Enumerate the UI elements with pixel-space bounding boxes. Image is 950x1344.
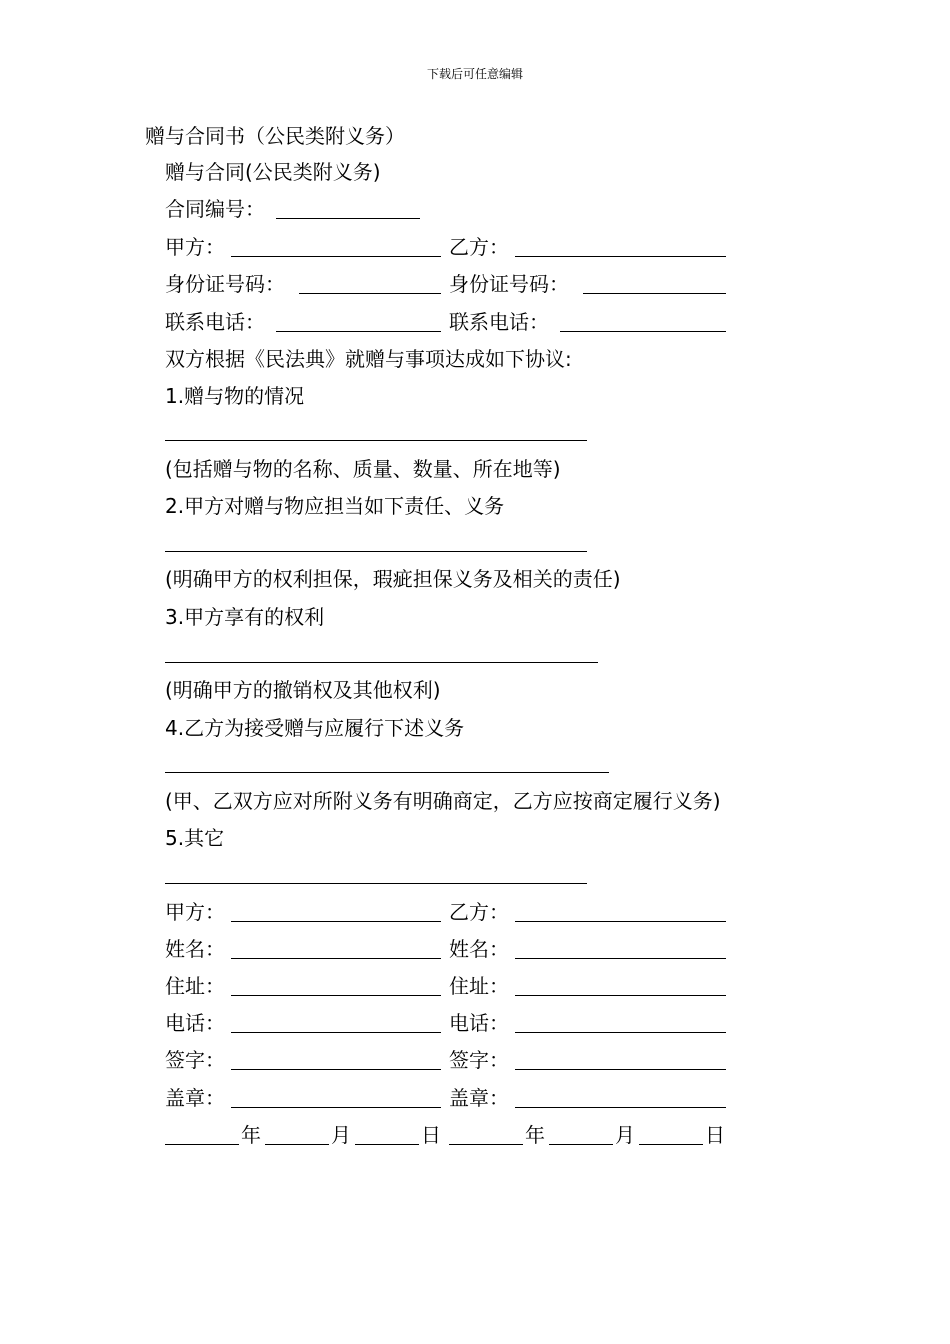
section-2-blank-line[interactable] [165, 551, 587, 552]
section-1-blank-line[interactable] [165, 440, 587, 441]
contract-number-row [165, 196, 745, 222]
section-3-blank-line[interactable] [165, 662, 598, 663]
party-a-year-blank[interactable] [165, 1144, 239, 1145]
sig-b-sign-label: 签字： [449, 1048, 509, 1072]
section-4-heading: 4.乙方为接受赠与应履行下述义务 [165, 716, 465, 740]
sig-a-tel-blank[interactable] [231, 1032, 441, 1033]
party-a-year-unit: 年 [241, 1123, 261, 1147]
id-number-row [165, 271, 745, 297]
sig-b-sign-blank[interactable] [515, 1069, 726, 1070]
party-b-year-unit: 年 [525, 1123, 545, 1147]
sig-party-b-blank[interactable] [515, 921, 726, 922]
section-3-note: (明确甲方的撤销权及其他权利) [165, 678, 441, 702]
sig-b-tel-blank[interactable] [515, 1032, 726, 1033]
contract-subtitle: 赠与合同(公民类附义务) [165, 160, 381, 184]
section-2-heading: 2.甲方对赠与物应担当如下责任、义务 [165, 494, 505, 518]
party-b-phone-blank[interactable] [560, 331, 726, 332]
party-a-phone-label: 联系电话： [165, 310, 265, 334]
party-a-month-blank[interactable] [265, 1144, 329, 1145]
sig-b-seal-blank[interactable] [515, 1107, 726, 1108]
sig-a-tel-label: 电话： [165, 1011, 225, 1035]
sig-b-address-label: 住址： [449, 974, 509, 998]
party-a-month-unit: 月 [331, 1123, 351, 1147]
document-title: 赠与合同书（公民类附义务） [145, 124, 405, 148]
sig-b-address-blank[interactable] [515, 995, 726, 996]
signature-address-row [165, 973, 745, 999]
party-a-phone-blank[interactable] [276, 331, 441, 332]
party-b-month-unit: 月 [615, 1123, 635, 1147]
section-5-blank-line[interactable] [165, 883, 587, 884]
party-a-id-label: 身份证号码： [165, 272, 285, 296]
party-b-label: 乙方： [449, 235, 509, 259]
sig-a-seal-blank[interactable] [231, 1107, 441, 1108]
sig-a-address-blank[interactable] [231, 995, 441, 996]
sig-party-a-blank[interactable] [231, 921, 441, 922]
section-1-note: (包括赠与物的名称、质量、数量、所在地等) [165, 457, 561, 481]
party-a-id-blank[interactable] [299, 293, 441, 294]
section-1-heading: 1.赠与物的情况 [165, 384, 305, 408]
sig-party-a-label: 甲方： [165, 900, 225, 924]
sig-a-sign-blank[interactable] [231, 1069, 441, 1070]
sig-a-sign-label: 签字： [165, 1048, 225, 1072]
party-a-blank[interactable] [231, 256, 441, 257]
party-a-label: 甲方： [165, 235, 225, 259]
section-4-blank-line[interactable] [165, 772, 609, 773]
party-row [165, 234, 745, 260]
party-b-phone-label: 联系电话： [449, 310, 549, 334]
agreement-intro: 双方根据《民法典》就赠与事项达成如下协议: [165, 347, 572, 371]
section-3-heading: 3.甲方享有的权利 [165, 605, 325, 629]
party-a-day-blank[interactable] [355, 1144, 419, 1145]
section-4-note: (甲、乙双方应对所附义务有明确商定，乙方应按商定履行义务) [165, 789, 721, 813]
sig-a-name-label: 姓名： [165, 937, 225, 961]
date-row [165, 1122, 745, 1148]
section-5-heading: 5.其它 [165, 826, 225, 850]
contract-number-blank[interactable] [276, 218, 420, 219]
signature-sign-row [165, 1047, 745, 1073]
signature-tel-row [165, 1010, 745, 1036]
party-b-day-unit: 日 [705, 1123, 725, 1147]
signature-seal-row [165, 1085, 745, 1111]
section-2-note: (明确甲方的权利担保，瑕疵担保义务及相关的责任) [165, 567, 621, 591]
sig-a-address-label: 住址： [165, 974, 225, 998]
party-b-month-blank[interactable] [549, 1144, 613, 1145]
sig-b-seal-label: 盖章： [449, 1086, 509, 1110]
party-b-id-blank[interactable] [583, 293, 726, 294]
party-b-year-blank[interactable] [449, 1144, 523, 1145]
phone-row [165, 309, 745, 335]
party-b-id-label: 身份证号码： [449, 272, 569, 296]
party-b-day-blank[interactable] [639, 1144, 703, 1145]
sig-b-name-label: 姓名： [449, 937, 509, 961]
sig-b-name-blank[interactable] [515, 958, 726, 959]
signature-name-row [165, 936, 745, 962]
sig-party-b-label: 乙方： [449, 900, 509, 924]
party-a-day-unit: 日 [421, 1123, 441, 1147]
signature-party-row [165, 899, 745, 925]
sig-a-seal-label: 盖章： [165, 1086, 225, 1110]
contract-number-label: 合同编号： [165, 197, 265, 221]
sig-b-tel-label: 电话： [449, 1011, 509, 1035]
party-b-blank[interactable] [515, 256, 726, 257]
header-note: 下载后可任意编辑 [426, 67, 523, 81]
sig-a-name-blank[interactable] [231, 958, 441, 959]
